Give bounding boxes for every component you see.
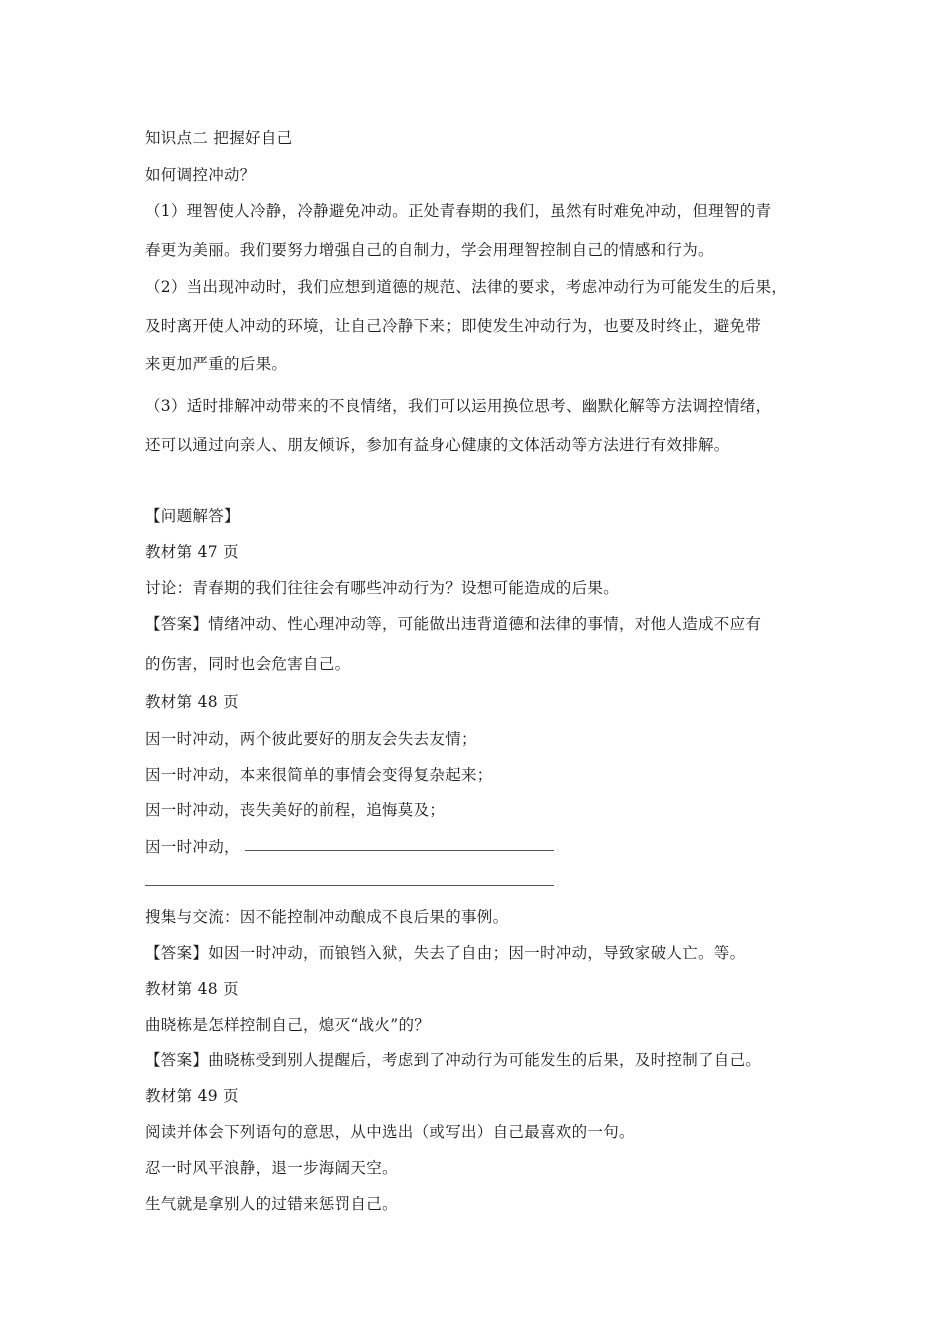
- answer-2-text: 如因一时冲动，而锒铛入狱，失去了自由；因一时冲动，导致家破人亡。等。: [208, 944, 746, 962]
- collect-exchange-task: 搜集与交流：因不能控制冲动酿成不良后果的事例。: [145, 908, 509, 926]
- reading-task: 阅读并体会下列语句的意思，从中选出（或写出）自己最喜欢的一句。: [145, 1123, 635, 1141]
- answer-label: 【答案】: [145, 615, 209, 633]
- impulse-line-2: 因一时冲动，本来很简单的事情会变得复杂起来；: [145, 766, 493, 784]
- impulse-line-1: 因一时冲动，两个彼此要好的朋友会失去友情；: [145, 730, 477, 748]
- saying-2: 生气就是拿别人的过错来惩罚自己。: [145, 1195, 398, 1213]
- answer-label: 【答案】: [145, 944, 209, 962]
- knowledge-question: 如何调控冲动？: [145, 166, 256, 184]
- answer-3: [145, 1050, 761, 1070]
- saying-1: 忍一时风平浪静，退一步海阔天空。: [145, 1159, 398, 1177]
- knowledge-heading: 知识点二 把握好自己: [145, 129, 293, 147]
- discussion-question: 讨论：青春期的我们往往会有哪些冲动行为？设想可能造成的后果。: [145, 579, 620, 597]
- textbook-page-48-second: 教材第 48 页: [145, 980, 239, 998]
- paragraph-2-line-1: （2）当出现冲动时，我们应想到道德的规范、法律的要求，考虑冲动行为可能发生的后果，: [145, 278, 788, 296]
- answer-label: 【答案】: [145, 1051, 209, 1069]
- answer-1-text: 情绪冲动、性心理冲动等，可能做出违背道德和法律的事情，对他人造成不应有: [208, 615, 762, 633]
- paragraph-1-line-1: （1）理智使人冷静，冷静避免冲动。正处青春期的我们，虽然有时难免冲动，但理智的青: [145, 202, 772, 220]
- answer-1-line-2: 的伤害，同时也会危害自己。: [145, 655, 351, 673]
- paragraph-1-line-2: 春更为美丽。我们要努力增强自己的自制力，学会用理智控制自己的情感和行为。: [145, 241, 714, 259]
- textbook-page-47: 教材第 47 页: [145, 543, 239, 561]
- impulse-line-4: 因一时冲动，: [145, 838, 240, 856]
- qu-xiaodong-question: 曲晓栋是怎样控制自己，熄灭“战火”的？: [145, 1016, 431, 1034]
- paragraph-2-line-3: 来更加严重的后果。: [145, 355, 288, 373]
- answer-3-text: 曲晓栋受到别人提醒后，考虑到了冲动行为可能发生的后果，及时控制了自己。: [208, 1051, 762, 1069]
- fill-in-blank-line-1: [245, 850, 554, 851]
- qa-section-title: 【问题解答】: [145, 507, 240, 525]
- textbook-page-49: 教材第 49 页: [145, 1087, 239, 1105]
- paragraph-3-line-1: （3）适时排解冲动带来的不良情绪，我们可以运用换位思考、幽默化解等方法调控情绪，: [145, 397, 772, 415]
- answer-1-line-1: [145, 614, 761, 634]
- answer-2: [145, 943, 745, 963]
- paragraph-3-line-2: 还可以通过向亲人、朋友倾诉，参加有益身心健康的文体活动等方法进行有效排解。: [145, 436, 730, 454]
- impulse-line-3: 因一时冲动，丧失美好的前程，追悔莫及；: [145, 801, 446, 819]
- fill-in-blank-line-2: [145, 885, 554, 886]
- paragraph-2-line-2: 及时离开使人冲动的环境，让自己冷静下来；即使发生冲动行为，也要及时终止，避免带: [145, 317, 762, 335]
- textbook-page-48: 教材第 48 页: [145, 693, 239, 711]
